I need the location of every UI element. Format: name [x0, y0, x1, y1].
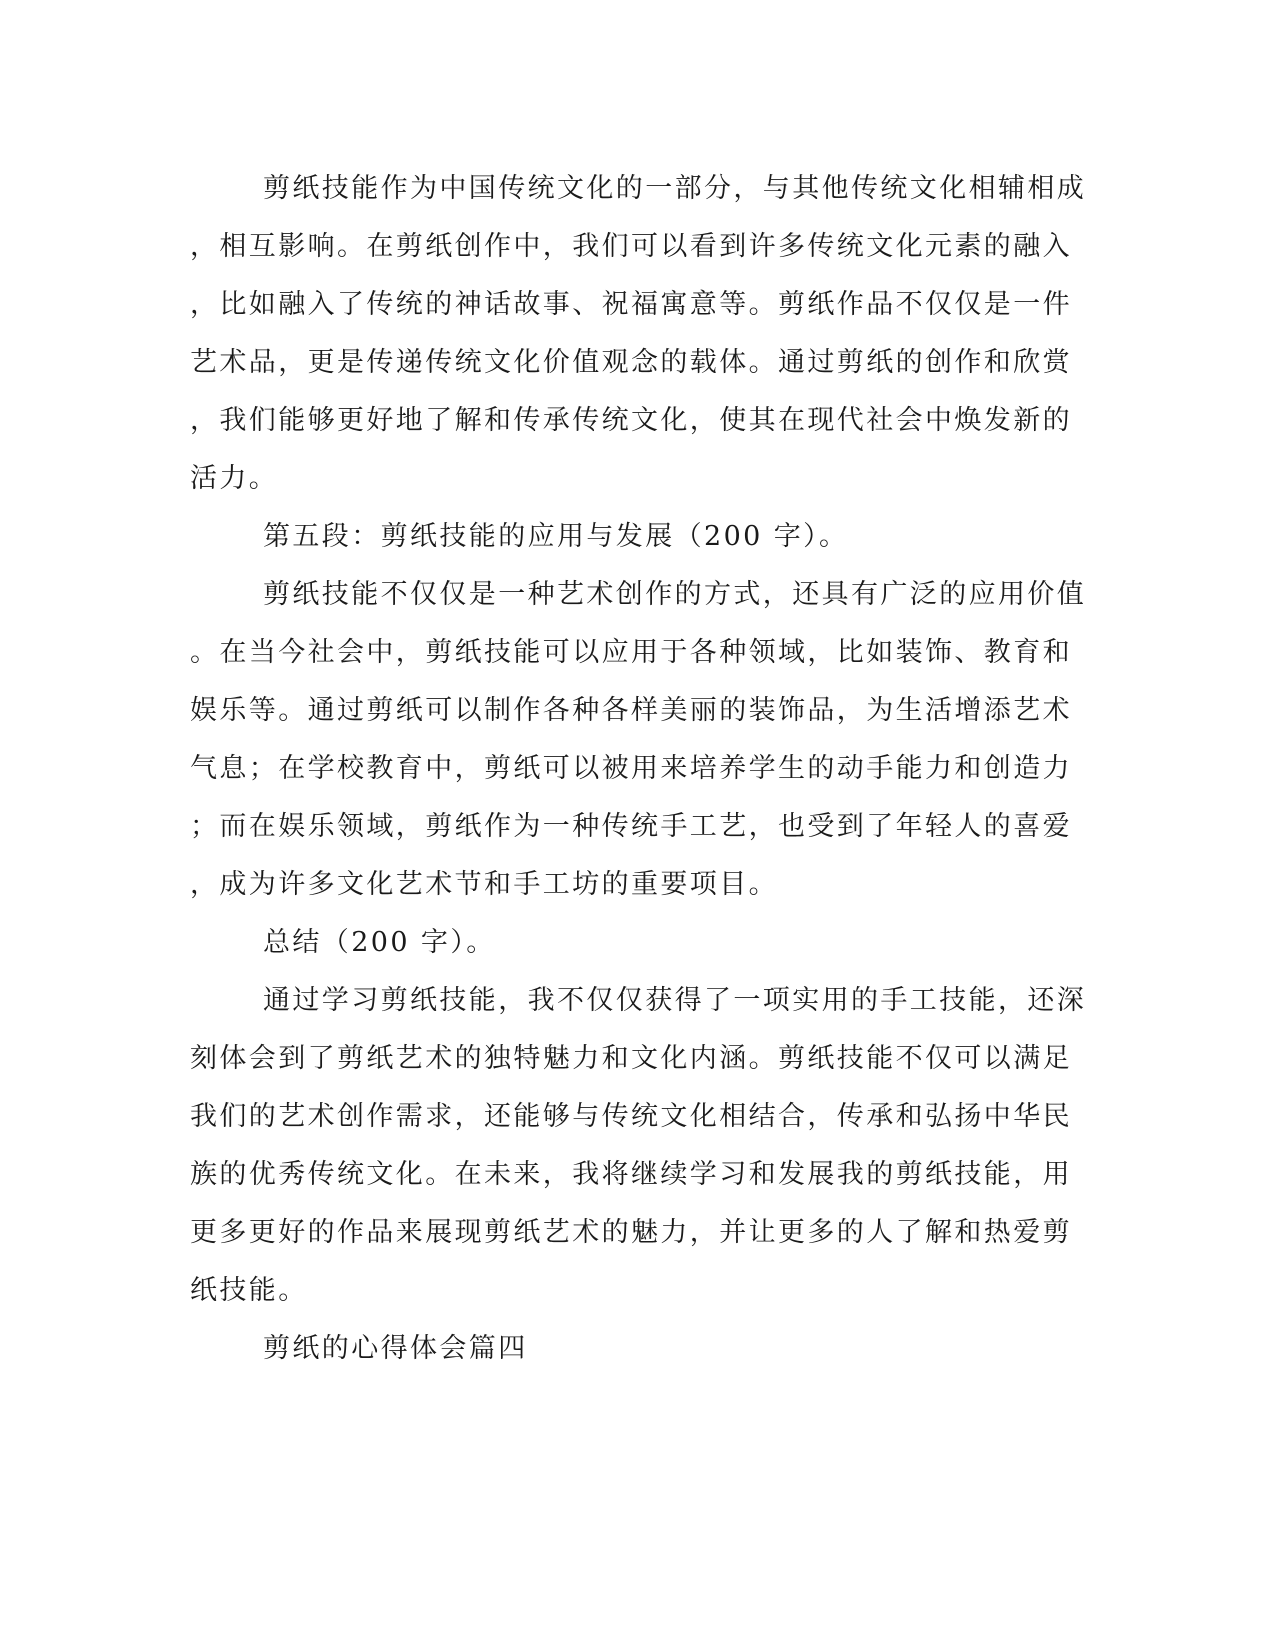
- paragraph-3-line-6: ，成为许多文化艺术节和手工坊的重要项目。: [190, 869, 778, 900]
- paragraph-5-line-3: 我们的艺术创作需求，还能够与传统文化相结合，传承和弘扬中华民: [190, 1101, 1072, 1132]
- paragraph-1-line-1: 剪纸技能作为中国传统文化的一部分，与其他传统文化相辅相成: [263, 173, 1087, 204]
- paragraph-5-line-6: 纸技能。: [190, 1275, 308, 1306]
- paragraph-5-line-2: 刻体会到了剪纸艺术的独特魅力和文化内涵。剪纸技能不仅可以满足: [190, 1043, 1072, 1074]
- paragraph-3-line-3: 娱乐等。通过剪纸可以制作各种各样美丽的装饰品，为生活增添艺术: [190, 695, 1072, 726]
- paragraph-1-line-2: ，相互影响。在剪纸创作中，我们可以看到许多传统文化元素的融入: [190, 231, 1072, 262]
- paragraph-3-line-5: ；而在娱乐领域，剪纸作为一种传统手工艺，也受到了年轻人的喜爱: [190, 811, 1072, 842]
- paragraph-3-line-2: 。在当今社会中，剪纸技能可以应用于各种领域，比如装饰、教育和: [190, 637, 1072, 668]
- paragraph-1-line-6: 活力。: [190, 463, 279, 494]
- paragraph-5-line-1: 通过学习剪纸技能，我不仅仅获得了一项实用的手工技能，还深: [263, 985, 1087, 1016]
- paragraph-1-line-3: ，比如融入了传统的神话故事、祝福寓意等。剪纸作品不仅仅是一件: [190, 289, 1072, 320]
- section-heading-5: 第五段：剪纸技能的应用与发展（200 字）。: [263, 521, 849, 552]
- section-heading-summary: 总结（200 字）。: [263, 927, 496, 958]
- paragraph-1-line-5: ，我们能够更好地了解和传承传统文化，使其在现代社会中焕发新的: [190, 405, 1072, 436]
- paragraph-5-line-4: 族的优秀传统文化。在未来，我将继续学习和发展我的剪纸技能，用: [190, 1159, 1072, 1190]
- paragraph-1-line-4: 艺术品，更是传递传统文化价值观念的载体。通过剪纸的创作和欣赏: [190, 347, 1072, 378]
- paragraph-5-line-5: 更多更好的作品来展现剪纸艺术的魅力，并让更多的人了解和热爱剪: [190, 1217, 1072, 1248]
- paragraph-3-line-1: 剪纸技能不仅仅是一种艺术创作的方式，还具有广泛的应用价值: [263, 579, 1087, 610]
- article-heading-4: 剪纸的心得体会篇四: [263, 1333, 528, 1364]
- paragraph-3-line-4: 气息；在学校教育中，剪纸可以被用来培养学生的动手能力和创造力: [190, 753, 1072, 784]
